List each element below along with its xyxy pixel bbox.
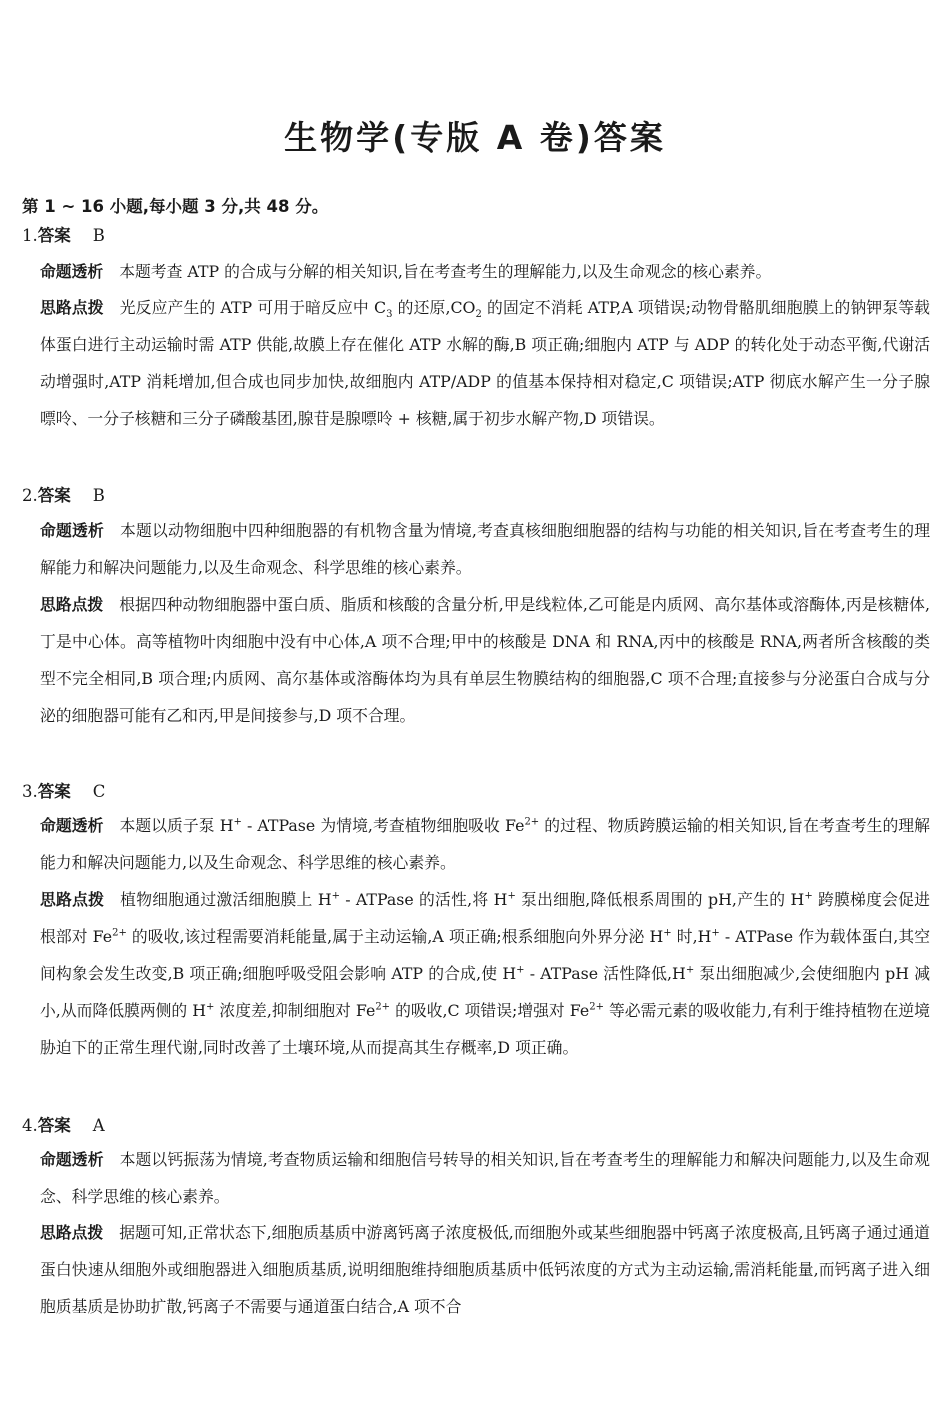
- question-3-analysis: [40, 807, 930, 881]
- question-1-analysis: [40, 253, 930, 290]
- reasoning-label: 思路点拨: [40, 890, 105, 909]
- answer-label: 答案: [37, 1116, 71, 1135]
- question-2-reasoning: [40, 586, 930, 734]
- reasoning-text: 根据四种动物细胞器中蛋白质、脂质和核酸的含量分析,甲是线粒体,乙可能是内质网、高尔基体或溶酶体,丙是核糖体,丁是中心体。高等植物叶肉细胞中没有中心体,A 项不合理;甲中的核酸是 DNA 和 RNA,丙中的核酸是 RNA,两者所含核酸的类型不完全相同,B 项合理;内质网、高尔基体或溶酶体均为具有单层生物膜结构的细胞器,C 项不合理;直接参与分泌蛋白合成与分泌的细胞器可能有乙和丙,甲是间接参与,D 项不合理。: [40, 595, 930, 725]
- answer-value: A: [92, 1116, 105, 1135]
- reasoning-label: 思路点拨: [40, 595, 104, 614]
- question-1-reasoning: [40, 289, 930, 437]
- reasoning-text: 光反应产生的 ATP 可用于暗反应中 $C_3$ 的还原$,CO_2$ 的固定不消耗 ATP,A 项错误;动物骨骼肌细胞膜上的钠钾泵等载体蛋白进行主动运输时需 ATP 供能,故膜上存在催化 ATP 水解的酶,B 项正确;细胞内 ATP 与 ADP 的转化处于动态平衡,代谢活动增强时,ATP 消耗增加,但合成也同步加快,故细胞内 ATP/ADP 的值基本保持相对稳定,C 项错误;ATP 彻底水解产生一分子腺嘌呤、一分子核糖和三分子磷酸基团,腺苷是腺嘌呤 + 核糖,属于初步水解产物,D 项错误。: [40, 298, 930, 428]
- analysis-label: 命题透析: [40, 1150, 104, 1169]
- analysis-label: 命题透析: [40, 521, 104, 540]
- question-4-reasoning: [40, 1214, 930, 1325]
- answer-value: C: [92, 782, 106, 801]
- answer-label: 答案: [37, 226, 71, 245]
- answer-value: B: [92, 486, 105, 505]
- question-4-analysis: [40, 1141, 930, 1215]
- answer-label: 答案: [37, 486, 71, 505]
- reasoning-label: 思路点拨: [40, 1223, 104, 1242]
- question-4-header: [22, 1112, 105, 1136]
- question-2-analysis: [40, 512, 930, 586]
- question-number: 1.: [22, 226, 38, 245]
- question-number: 3.: [22, 782, 38, 801]
- answer-label: 答案: [37, 782, 71, 801]
- answer-value: B: [92, 226, 105, 245]
- question-3-reasoning: [40, 881, 930, 1066]
- reasoning-label: 思路点拨: [40, 298, 104, 317]
- analysis-label: 命题透析: [40, 262, 104, 281]
- page-title: 生物学(专版 A 卷)答案: [284, 118, 666, 157]
- question-2-header: [22, 482, 105, 506]
- question-number: 4.: [22, 1116, 38, 1135]
- section-intro: 第 1 ~ 16 小题,每小题 3 分,共 48 分。: [22, 197, 329, 216]
- reasoning-text: 植物细胞通过激活细胞膜上 H+ - ATPase 的活性,将 H+ 泵出细胞,降低根系周围的 pH,产生的 H+ 跨膜梯度会促进根部对 $Fe^{2+}$ 的吸收,该过程需要消耗能量,属于主动运输,A 项正确;根系细胞向外界分泌 H+ 时,H+ - ATPase 作为载体蛋白,其空间构象会发生改变,B 项正确;细胞呼吸受阻会影响 ATP 的合成,使 H+ - ATPase 活性降低,H+ 泵出细胞减少,会使细胞内 pH 减小,从而降低膜两侧的 H+ 浓度差,抑制细胞对 $Fe^{2+}$ 的吸收,C 项错误;增强对 $Fe^{2+}$ 等必需元素的吸收能力,有利于维持植物在逆境胁迫下的正常生理代谢,同时改善了土壤环境,从而提高其生存概率,D 项正确。: [40, 890, 931, 1057]
- reasoning-text: 据题可知,正常状态下,细胞质基质中游离钙离子浓度极低,而细胞外或某些细胞器中钙离子浓度极高,且钙离子通过通道蛋白快速从细胞外或细胞器进入细胞质基质,说明细胞维持细胞质基质中低钙浓度的方式为主动运输,需消耗能量,而钙离子进入细胞质基质是协助扩散,钙离子不需要与通道蛋白结合,A 项不合: [40, 1223, 930, 1316]
- analysis-text: 本题考查 ATP 的合成与分解的相关知识,旨在考查考生的理解能力,以及生命观念的核心素养。: [119, 262, 772, 281]
- question-number: 2.: [22, 486, 38, 505]
- analysis-text: 本题以动物细胞中四种细胞器的有机物含量为情境,考查真核细胞细胞器的结构与功能的相关知识,旨在考查考生的理解能力和解决问题能力,以及生命观念、科学思维的核心素养。: [40, 521, 930, 577]
- question-1-header: [22, 222, 105, 246]
- question-3-header: [22, 778, 105, 802]
- analysis-text: 本题以质子泵 H+ - ATPase 为情境,考查植物细胞吸收 $Fe^{2+}$ 的过程、物质跨膜运输的相关知识,旨在考查考生的理解能力和解决问题能力,以及生命观念、科学思维的核心素养。: [40, 816, 930, 872]
- analysis-text: 本题以钙振荡为情境,考查物质运输和细胞信号转导的相关知识,旨在考查考生的理解能力和解决问题能力,以及生命观念、科学思维的核心素养。: [40, 1150, 930, 1206]
- analysis-label: 命题透析: [40, 816, 104, 835]
